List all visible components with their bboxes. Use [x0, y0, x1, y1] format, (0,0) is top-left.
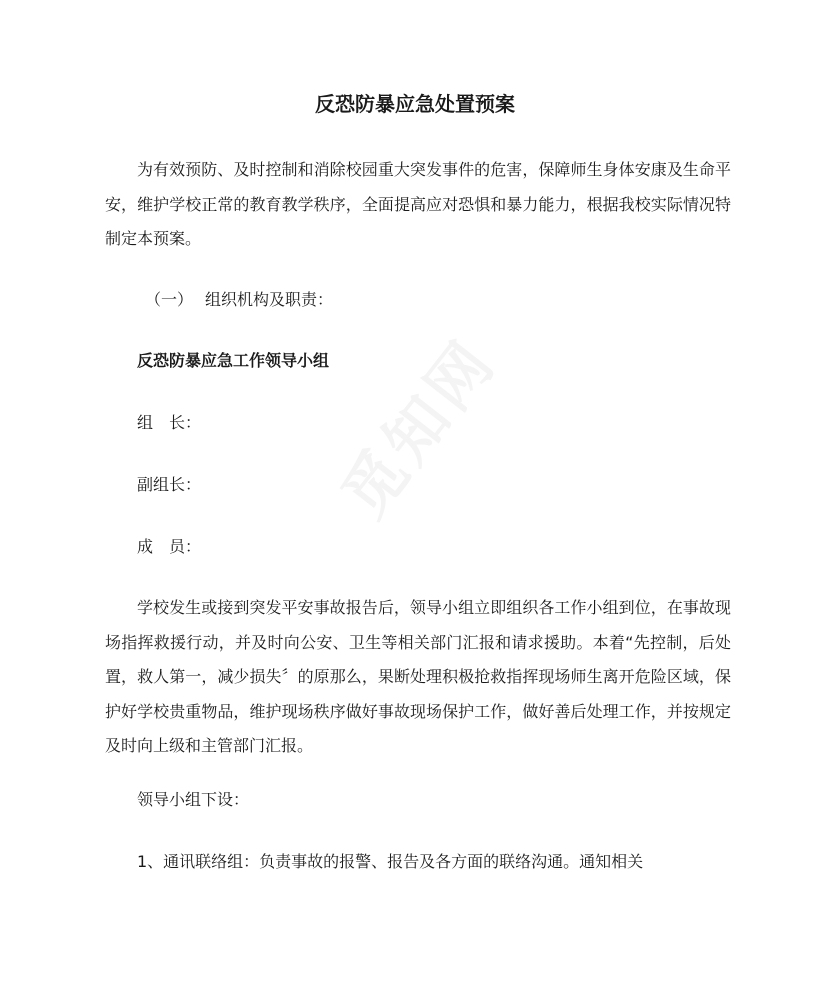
document-title: 反恐防暴应急处置预案	[315, 92, 515, 116]
section-number: （一）	[145, 290, 194, 309]
duty-paragraph: 学校发生或接到突发平安事故报告后，领导小组立即组织各工作小组到位，在事故现场指挥救援行动，并及时向公安、卫生等相关部门汇报和请求援助。本着“先控制，后处置，救人第一，减少损失〞的原那么，果断处理积极抢救指挥现场师生离开危险区域，保护好学校贵重物品，维护现场秩序做好事故现场保护工作，做好善后处理工作，并按规定及时向上级和主管部门汇报。	[105, 598, 731, 755]
leader-label: 组 长：	[137, 413, 202, 432]
member-label: 成 员：	[137, 537, 202, 556]
watermark	[300, 295, 530, 555]
subgroups-intro: 领导小组下设：	[137, 790, 250, 809]
group-heading: 反恐防暴应急工作领导小组	[137, 351, 330, 370]
list-item-communication-group: 1、通讯联络组：负责事故的报警、报告及各方面的联络沟通。通知相关	[137, 852, 644, 871]
section-title: 组织机构及职责：	[205, 290, 334, 309]
intro-paragraph: 为有效预防、及时控制和消除校园重大突发事件的危害，保障师生身体安康及生命平安，维护学校正常的教育教学秩序，全面提高应对恐惧和暴力能力，根据我校实际情况特制定本预案。	[105, 160, 731, 248]
deputy-leader-label: 副组长：	[137, 475, 202, 494]
